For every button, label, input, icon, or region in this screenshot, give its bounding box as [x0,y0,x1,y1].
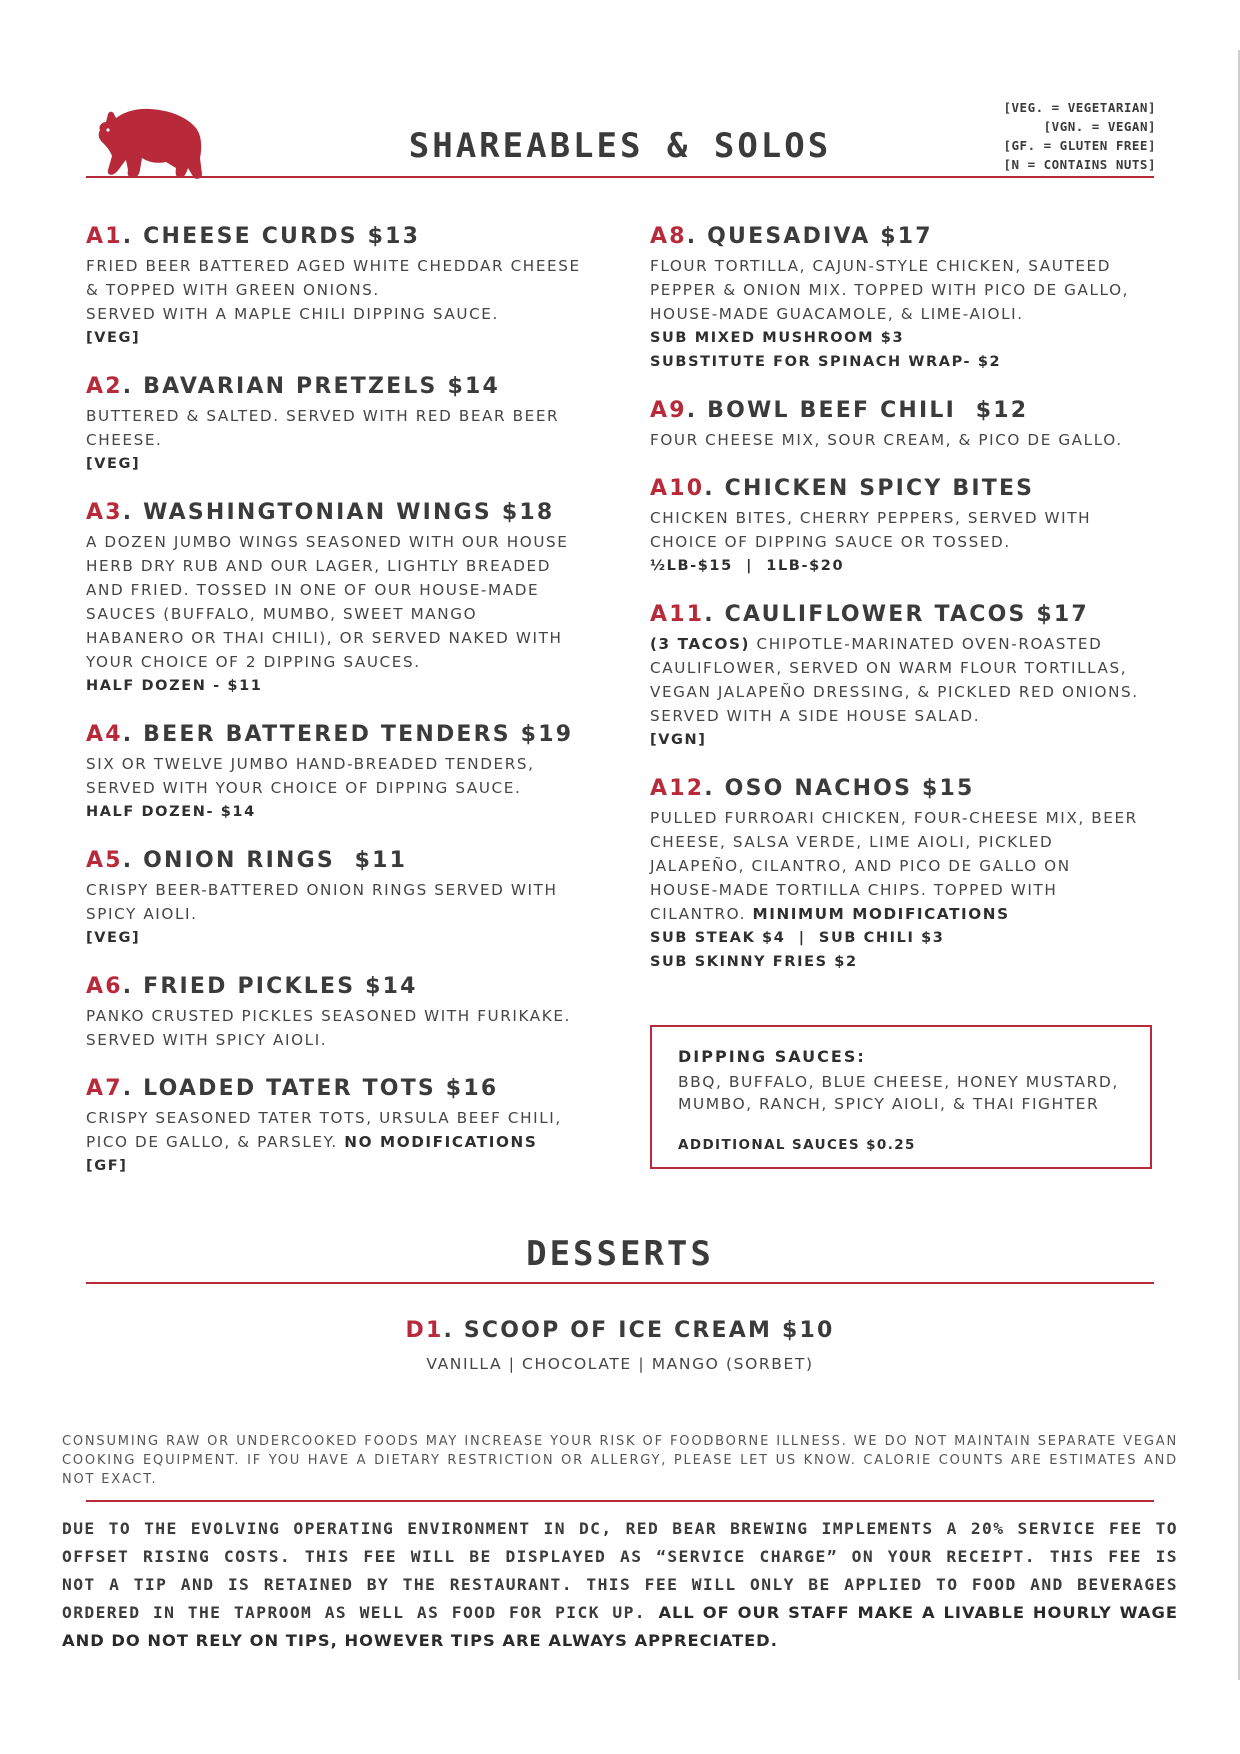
item-desc-line [650,632,1160,656]
item-name: BEER BATTERED TENDERS $19 [143,722,574,747]
menu-item-a3 [86,498,606,698]
item-name: CAULIFLOWER TACOS $17 [724,602,1089,627]
desserts-title: DESSERTS [526,1234,714,1274]
item-note: SUB SKINNY FRIES $2 [650,954,858,970]
legend-vegetarian: [VEG. = VEGETARIAN] [1003,100,1156,115]
item-code: A8 [650,224,687,249]
item-code: A12 [650,776,705,801]
menu-item-a6 [86,972,606,1052]
item-desc-line: PULLED FURROARI CHICKEN, FOUR-CHEESE MIX, BEER [650,809,1138,827]
item-name: FRIED PICKLES $14 [143,974,418,999]
item-heading: A4. BEER BATTERED TENDERS $19 [86,722,574,747]
item-desc-line: CHOICE OF DIPPING SAUCE OR TOSSED. [650,533,1011,551]
menu-item-a11 [650,600,1160,752]
item-desc-line: VANILLA | CHOCOLATE | MANGO (SORBET) [426,1355,814,1373]
item-desc-emphasis: NO MODIFICATIONS [344,1133,538,1151]
item-desc-text: CHIPOTLE-MARINATED OVEN-ROASTED [750,635,1103,653]
item-code: A6 [86,974,123,999]
item-desc-line: SERVED WITH A MAPLE CHILI DIPPING SAUCE. [86,305,499,323]
dipping-sauces-box [650,1025,1152,1169]
item-desc-line: BUTTERED & SALTED. SERVED WITH RED BEAR BEER [86,407,560,425]
menu-item-d1 [0,1316,1240,1376]
item-heading: A1. CHEESE CURDS $13 [86,224,421,249]
item-code: A7 [86,1076,123,1101]
item-desc-line: CHEESE. [86,431,163,449]
sauces-list [678,1071,1124,1115]
item-heading: A7. LOADED TATER TOTS $16 [86,1076,499,1101]
item-name: CHEESE CURDS $13 [143,224,421,249]
item-desc-line: PANKO CRUSTED PICKLES SEASONED WITH FURIKAKE. [86,1007,571,1025]
item-desc-line: FOUR CHEESE MIX, SOUR CREAM, & PICO DE GALLO. [650,431,1123,449]
item-desc-line: FLOUR TORTILLA, CAJUN-STYLE CHICKEN, SAUTEED [650,257,1112,275]
item-heading: A9. BOWL BEEF CHILI $12 [650,398,1029,423]
item-heading: A2. BAVARIAN PRETZELS $14 [86,374,500,399]
item-note: SUB MIXED MUSHROOM $3 [650,330,905,346]
item-note: HALF DOZEN - $11 [86,678,263,694]
item-desc-line: YOUR CHOICE OF 2 DIPPING SAUCES. [86,653,421,671]
legend-contains-nuts: [N = CONTAINS NUTS] [1003,157,1156,172]
menu-item-a9 [650,396,1160,452]
item-note: [VGN] [650,732,707,748]
service-fee-emphasis: ALL OF OUR STAFF MAKE A LIVABLE HOURLY WAGE AND DO NOT RELY ON TIPS, HOWEVER TIPS ARE ALWAYS APPRECIATED. [62,1603,1178,1650]
item-code: A9 [650,398,687,423]
item-name: CHICKEN SPICY BITES [724,476,1035,501]
item-desc-line: HOUSE-MADE GUACAMOLE, & LIME-AIOLI. [650,305,1024,323]
menu-item-a5 [86,846,606,950]
item-desc-line: SERVED WITH YOUR CHOICE OF DIPPING SAUCE. [86,779,522,797]
item-name: BAVARIAN PRETZELS $14 [143,374,500,399]
item-desc-line: HOUSE-MADE TORTILLA CHIPS. TOPPED WITH [650,881,1058,899]
item-name: WASHINGTONIAN WINGS $18 [143,500,555,525]
item-desc-line: A DOZEN JUMBO WINGS SEASONED WITH OUR HOUSE [86,533,569,551]
item-code: A4 [86,722,123,747]
item-desc-line: CRISPY SEASONED TATER TOTS, URSULA BEEF CHILI, [86,1109,562,1127]
menu-item-a8 [650,222,1160,374]
item-heading: A12. OSO NACHOS $15 [650,776,975,801]
item-note: [VEG] [86,456,141,472]
item-desc-line: AND FRIED. TOSSED IN ONE OF OUR HOUSE-MADE [86,581,540,599]
item-heading: A10. CHICKEN SPICY BITES [650,476,1035,501]
item-desc-line: SPICY AIOLI. [86,905,198,923]
item-desc-text: PICO DE GALLO, & PARSLEY. [86,1133,338,1151]
item-heading: A11. CAULIFLOWER TACOS $17 [650,602,1089,627]
item-desc-line [86,1130,606,1154]
item-code: A3 [86,500,123,525]
legend-vegan: [VGN. = VEGAN] [1043,119,1156,134]
item-heading: A8. QUESADIVA $17 [650,224,933,249]
item-code: A2 [86,374,123,399]
item-desc-line: HABANERO OR THAI CHILI), OR SERVED NAKED WITH [86,629,563,647]
item-name: ONION RINGS $11 [143,848,408,873]
menu-item-a12 [650,774,1160,974]
item-name: SCOOP OF ICE CREAM $10 [463,1318,835,1343]
item-desc-line: HERB DRY RUB AND OUR LAGER, LIGHTLY BREADED [86,557,552,575]
item-desc-line: CRISPY BEER-BATTERED ONION RINGS SERVED WITH [86,881,558,899]
sauces-extra: ADDITIONAL SAUCES $0.25 [678,1137,916,1153]
item-note: ½LB-$15 | 1LB-$20 [650,558,845,574]
item-code: A1 [86,224,123,249]
item-desc-line: VEGAN JALAPEÑO DRESSING, & PICKLED RED ONIONS. [650,683,1139,701]
item-note: [GF] [86,1158,128,1174]
menu-item-a10 [650,474,1160,578]
menu-item-a7 [86,1074,606,1178]
page-title: SHAREABLES & SOLOS [408,126,832,166]
menu-column-left [86,222,606,1200]
item-heading: A5. ONION RINGS $11 [86,848,408,873]
service-fee-notice [62,1515,1178,1655]
menu-item-a1 [86,222,606,350]
item-code: A5 [86,848,123,873]
item-desc-line: JALAPEÑO, CILANTRO, AND PICO DE GALLO ON [650,857,1071,875]
item-desc-line [650,902,1160,926]
legend-gluten-free: [GF. = GLUTEN FREE] [1003,138,1156,153]
footer-divider [86,1500,1154,1502]
item-name: QUESADIVA $17 [707,224,933,249]
item-desc-emphasis: (3 TACOS) [650,635,751,653]
sauces-title: DIPPING SAUCES: [678,1047,866,1066]
item-heading: D1. SCOOP OF ICE CREAM $10 [405,1318,835,1343]
item-note: [VEG] [86,930,141,946]
item-name: OSO NACHOS $15 [724,776,975,801]
item-desc-line: CHEESE, SALSA VERDE, LIME AIOLI, PICKLED [650,833,1054,851]
item-desc-line: FRIED BEER BATTERED AGED WHITE CHEDDAR CHEESE [86,257,581,275]
item-desc-line: & TOPPED WITH GREEN ONIONS. [86,281,380,299]
item-code: A10 [650,476,705,501]
item-name: BOWL BEEF CHILI $12 [707,398,1029,423]
header-divider [86,176,1154,178]
item-desc-line: PEPPER & ONION MIX. TOPPED WITH PICO DE GALLO, [650,281,1130,299]
item-note: SUBSTITUTE FOR SPINACH WRAP- $2 [650,354,1002,370]
item-desc-line: SIX OR TWELVE JUMBO HAND-BREADED TENDERS, [86,755,535,773]
item-heading: A6. FRIED PICKLES $14 [86,974,418,999]
item-heading: A3. WASHINGTONIAN WINGS $18 [86,500,555,525]
item-desc-line: SERVED WITH SPICY AIOLI. [86,1031,328,1049]
item-name: LOADED TATER TOTS $16 [143,1076,499,1101]
sauces-list-line: MUMBO, RANCH, SPICY AIOLI, & THAI FIGHTER [678,1095,1100,1113]
item-note: HALF DOZEN- $14 [86,804,256,820]
item-desc-line: CAULIFLOWER, SERVED ON WARM FLOUR TORTILLAS, [650,659,1128,677]
diet-legend [1004,98,1157,174]
service-fee-text: DUE TO THE EVOLVING OPERATING ENVIRONMENT IN DC, RED BEAR BREWING IMPLEMENTS A 20% SERVICE FEE TO OFFSET RISING COSTS. THIS FEE WILL BE DISPLAYED AS “SERVICE CHARGE” ON YOUR RECEIPT. THIS FEE IS NOT A TIP AND IS RETAINED BY THE RESTAURANT. THIS FEE WILL ONLY BE APPLIED TO FOOD AND BEVERAGES ORDERED IN THE TAPROOM AS WELL AS FOOD FOR PICK UP. [62,1519,1178,1622]
item-code: A11 [650,602,705,627]
item-code: D1 [405,1318,444,1343]
item-desc-emphasis: MINIMUM MODIFICATIONS [752,905,1010,923]
item-desc-line: SAUCES (BUFFALO, MUMBO, SWEET MANGO [86,605,478,623]
item-note: [VEG] [86,330,141,346]
item-desc-text: CILANTRO. [650,905,747,923]
food-safety-disclaimer: CONSUMING RAW OR UNDERCOOKED FOODS MAY INCREASE YOUR RISK OF FOODBORNE ILLNESS. WE DO NOT MAINTAIN SEPARATE VEGAN COOKING EQUIPMENT. IF YOU HAVE A DIETARY RESTRICTION OR ALLERGY, PLEASE LET US KNOW. CALORIE COUNTS ARE ESTIMATES AND NOT EXACT. [62,1434,1178,1487]
desserts-divider [86,1282,1154,1284]
menu-column-right [650,222,1160,996]
item-desc-line: SERVED WITH A SIDE HOUSE SALAD. [650,707,981,725]
sauces-list-line: BBQ, BUFFALO, BLUE CHEESE, HONEY MUSTARD, [678,1073,1119,1091]
menu-item-a4 [86,720,606,824]
menu-item-a2 [86,372,606,476]
item-desc-line: CHICKEN BITES, CHERRY PEPPERS, SERVED WITH [650,509,1092,527]
item-note: SUB STEAK $4 | SUB CHILI $3 [650,930,945,946]
